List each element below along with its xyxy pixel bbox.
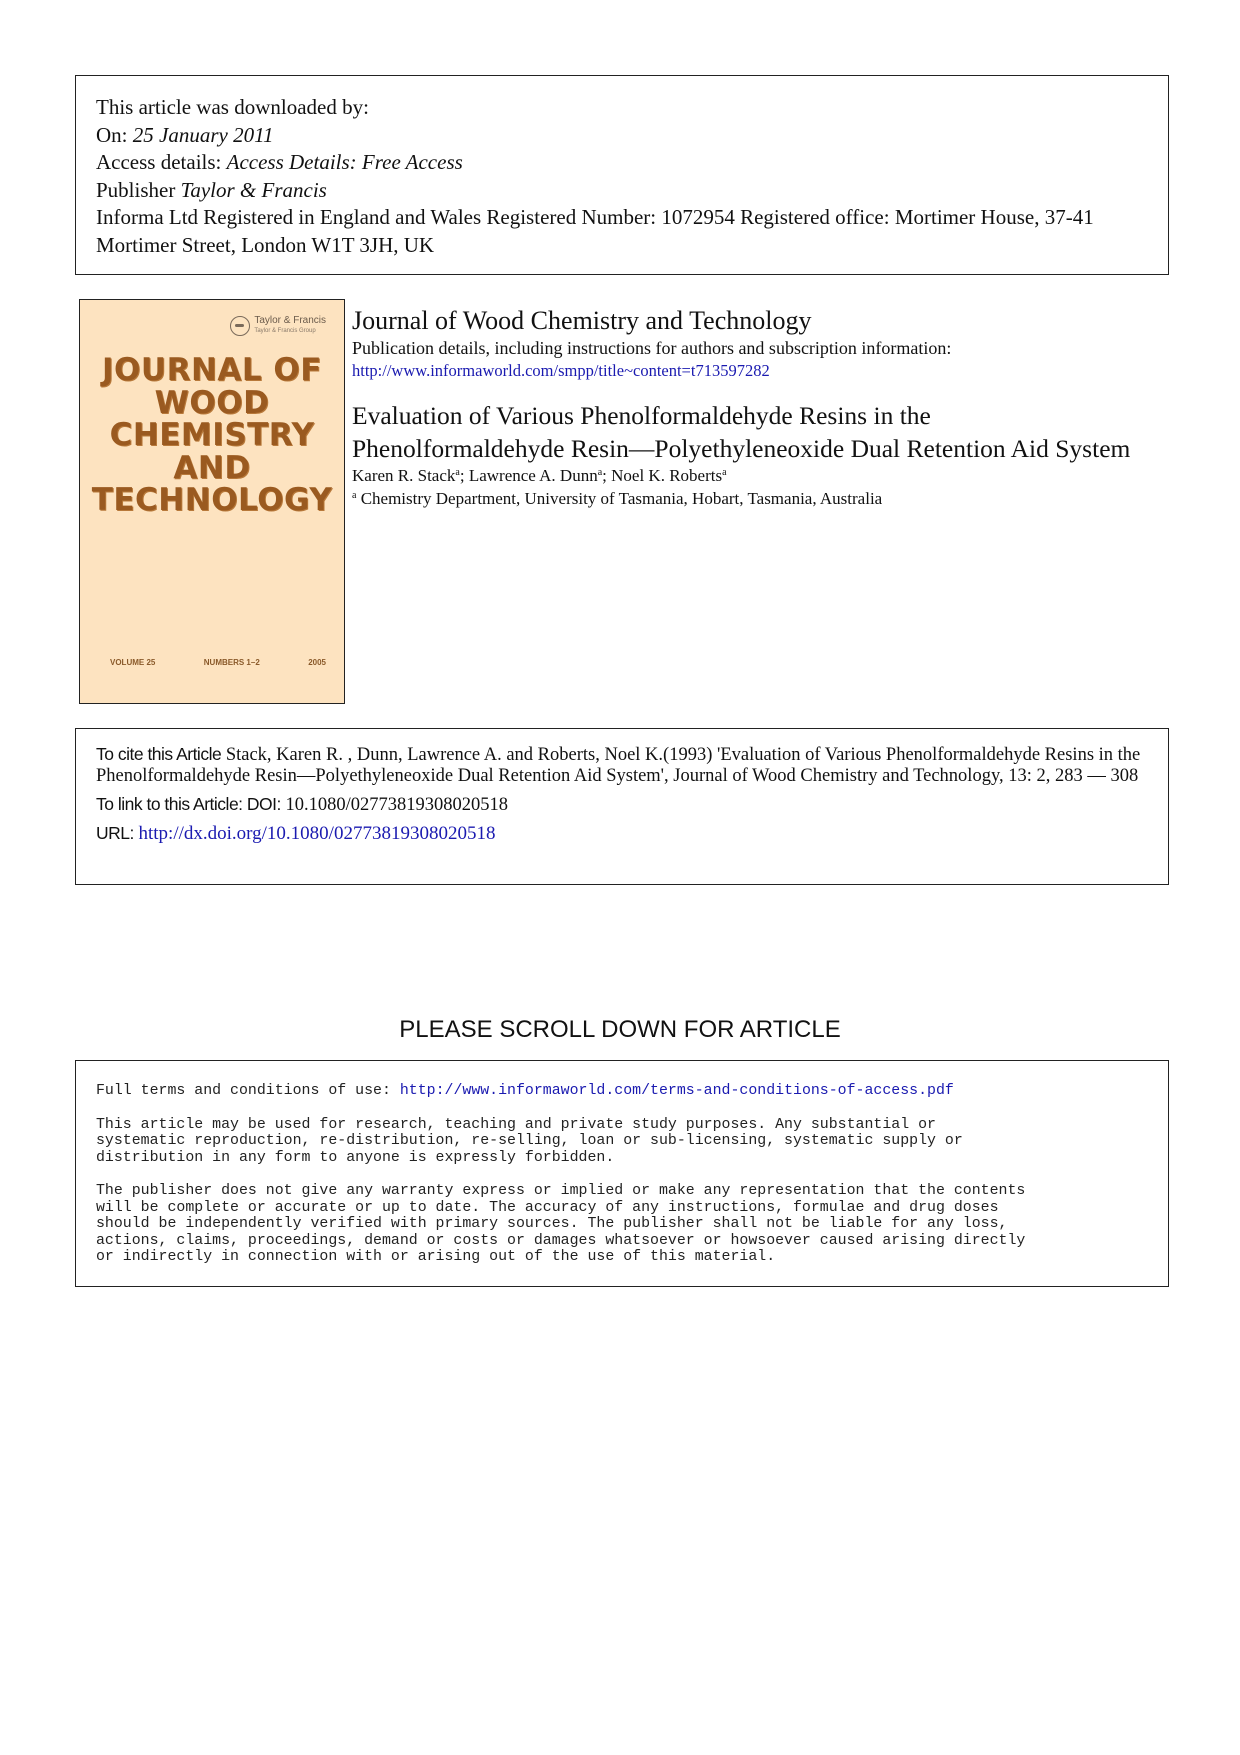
disclaimer-line: will be complete or accurate or up to date. The accuracy of any instructions, formulae and drug doses [96,1199,999,1216]
doi-line [96,794,1148,816]
citation-box [75,728,1169,885]
author-affiliation [352,487,1172,511]
journal-title: Journal of Wood Chemistry and Technology [352,306,812,335]
doi-label: To link to this Article: DOI: [96,794,281,814]
publisher-logo [230,315,326,337]
cover-title-line: CHEMISTRY [109,417,315,453]
publisher-label: Publisher [96,177,176,202]
article-header [352,305,1172,511]
article-title-line: Evaluation of Various Phenolformaldehyde Resins in the [352,401,931,430]
author-list [352,465,1172,487]
terms-label: Full terms and conditions of use: [96,1083,391,1099]
affiliation-text: Chemistry Department, University of Tasmania, Hobart, Tasmania, Australia [360,489,883,508]
disclaimer-line: actions, claims, proceedings, demand or costs or damages whatsoever or howsoever caused arising directly [96,1232,1026,1249]
author-affiliation-mark: a [722,467,727,478]
author-separator: ; [459,466,469,485]
usage-paragraph [96,1117,1148,1167]
journal-cover-image [79,299,345,704]
author-name: Noel K. Roberts [611,466,723,485]
disclaimer-paragraph [96,1183,1148,1266]
url-line [96,823,1148,845]
publisher-logo-icon [230,316,250,336]
cover-title-line: WOOD [154,384,270,421]
usage-line: This article may be used for research, teaching and private study purposes. Any substantial or [96,1116,936,1133]
terms-box [75,1060,1169,1287]
cover-title-line: AND [173,449,251,486]
downloaded-by-line: This article was downloaded by: [96,95,369,119]
usage-line: distribution in any form to anyone is expressly forbidden. [96,1149,615,1166]
cite-label: To cite this Article [96,744,222,764]
disclaimer-line: should be independently verified with primary sources. The publisher shall not be liable for any loss, [96,1216,1008,1232]
registration-info: Informa Ltd Registered in England and Wales Registered Number: 1072954 Registered office: Mortimer House, 37-41 Mortimer Street, London W1T 3JH, UK [96,205,1094,257]
author-name: Lawrence A. Dunn [468,466,598,485]
url-label: URL: [96,823,134,843]
publication-details: Publication details, including instructions for authors and subscription information: [352,338,952,358]
publisher-logo-text: Taylor & Francis [254,315,326,326]
terms-line [96,1083,1148,1100]
author-separator: ; [602,466,612,485]
access-details-line [96,149,1148,177]
publisher-line [96,177,1148,205]
journal-url-link[interactable]: http://www.informaworld.com/smpp/title~content=t713597282 [352,361,770,380]
cover-footer [110,658,326,667]
download-date-line [96,122,1148,150]
disclaimer-line: or indirectly in connection with or arising out of the use of this material. [96,1249,776,1265]
access-details-value: Access Details: Free Access [226,150,463,174]
download-info-box [75,75,1169,275]
terms-url-link[interactable]: http://www.informaworld.com/terms-and-conditions-of-access.pdf [399,1083,954,1099]
cover-year: 2005 [308,658,326,667]
cover-numbers: NUMBERS 1–2 [203,658,260,667]
cover-title [80,354,344,517]
access-details-label: Access details: [96,150,222,174]
article-title-line: Phenolformaldehyde Resin—Polyethyleneoxide Dual Retention Aid System [352,433,1131,463]
cite-text: Stack, Karen R. , Dunn, Lawrence A. and Roberts, Noel K.(1993) 'Evaluation of Various Phenolformaldehyde Resins in the Phenolformaldehyde Resin—Polyethyleneoxide Dual Retention Aid System', Journal of Wood Chemistry and Technology, 13: 2, 283 — 308 [96,745,1141,786]
usage-line: systematic reproduction, re-distribution, re-selling, loan or sub-licensing, systematic supply or [96,1133,963,1149]
author-affiliation-mark: a [597,467,603,478]
article-title [352,400,1172,465]
download-date-value: 25 January 2011 [132,122,274,147]
author-name: Karen R. Stack [352,466,456,485]
affiliation-mark: a [352,490,357,501]
cover-volume: VOLUME 25 [110,658,156,667]
publisher-logo-subtext: Taylor & Francis Group [254,328,316,334]
disclaimer-line: The publisher does not give any warranty express or implied or make any representation that the contents [96,1183,1026,1199]
cover-title-line: JOURNAL OF [102,352,322,388]
cover-title-line: TECHNOLOGY [91,482,333,518]
article-url-link[interactable]: http://dx.doi.org/10.1080/02773819308020518 [138,823,496,844]
download-date-label: On: [96,122,128,147]
publisher-value: Taylor & Francis [180,177,327,202]
author-affiliation-mark: a [455,467,460,478]
scroll-down-message: PLEASE SCROLL DOWN FOR ARTICLE [399,1016,841,1043]
doi-value: 10.1080/02773819308020518 [285,795,509,815]
cite-this-article [96,744,1148,787]
